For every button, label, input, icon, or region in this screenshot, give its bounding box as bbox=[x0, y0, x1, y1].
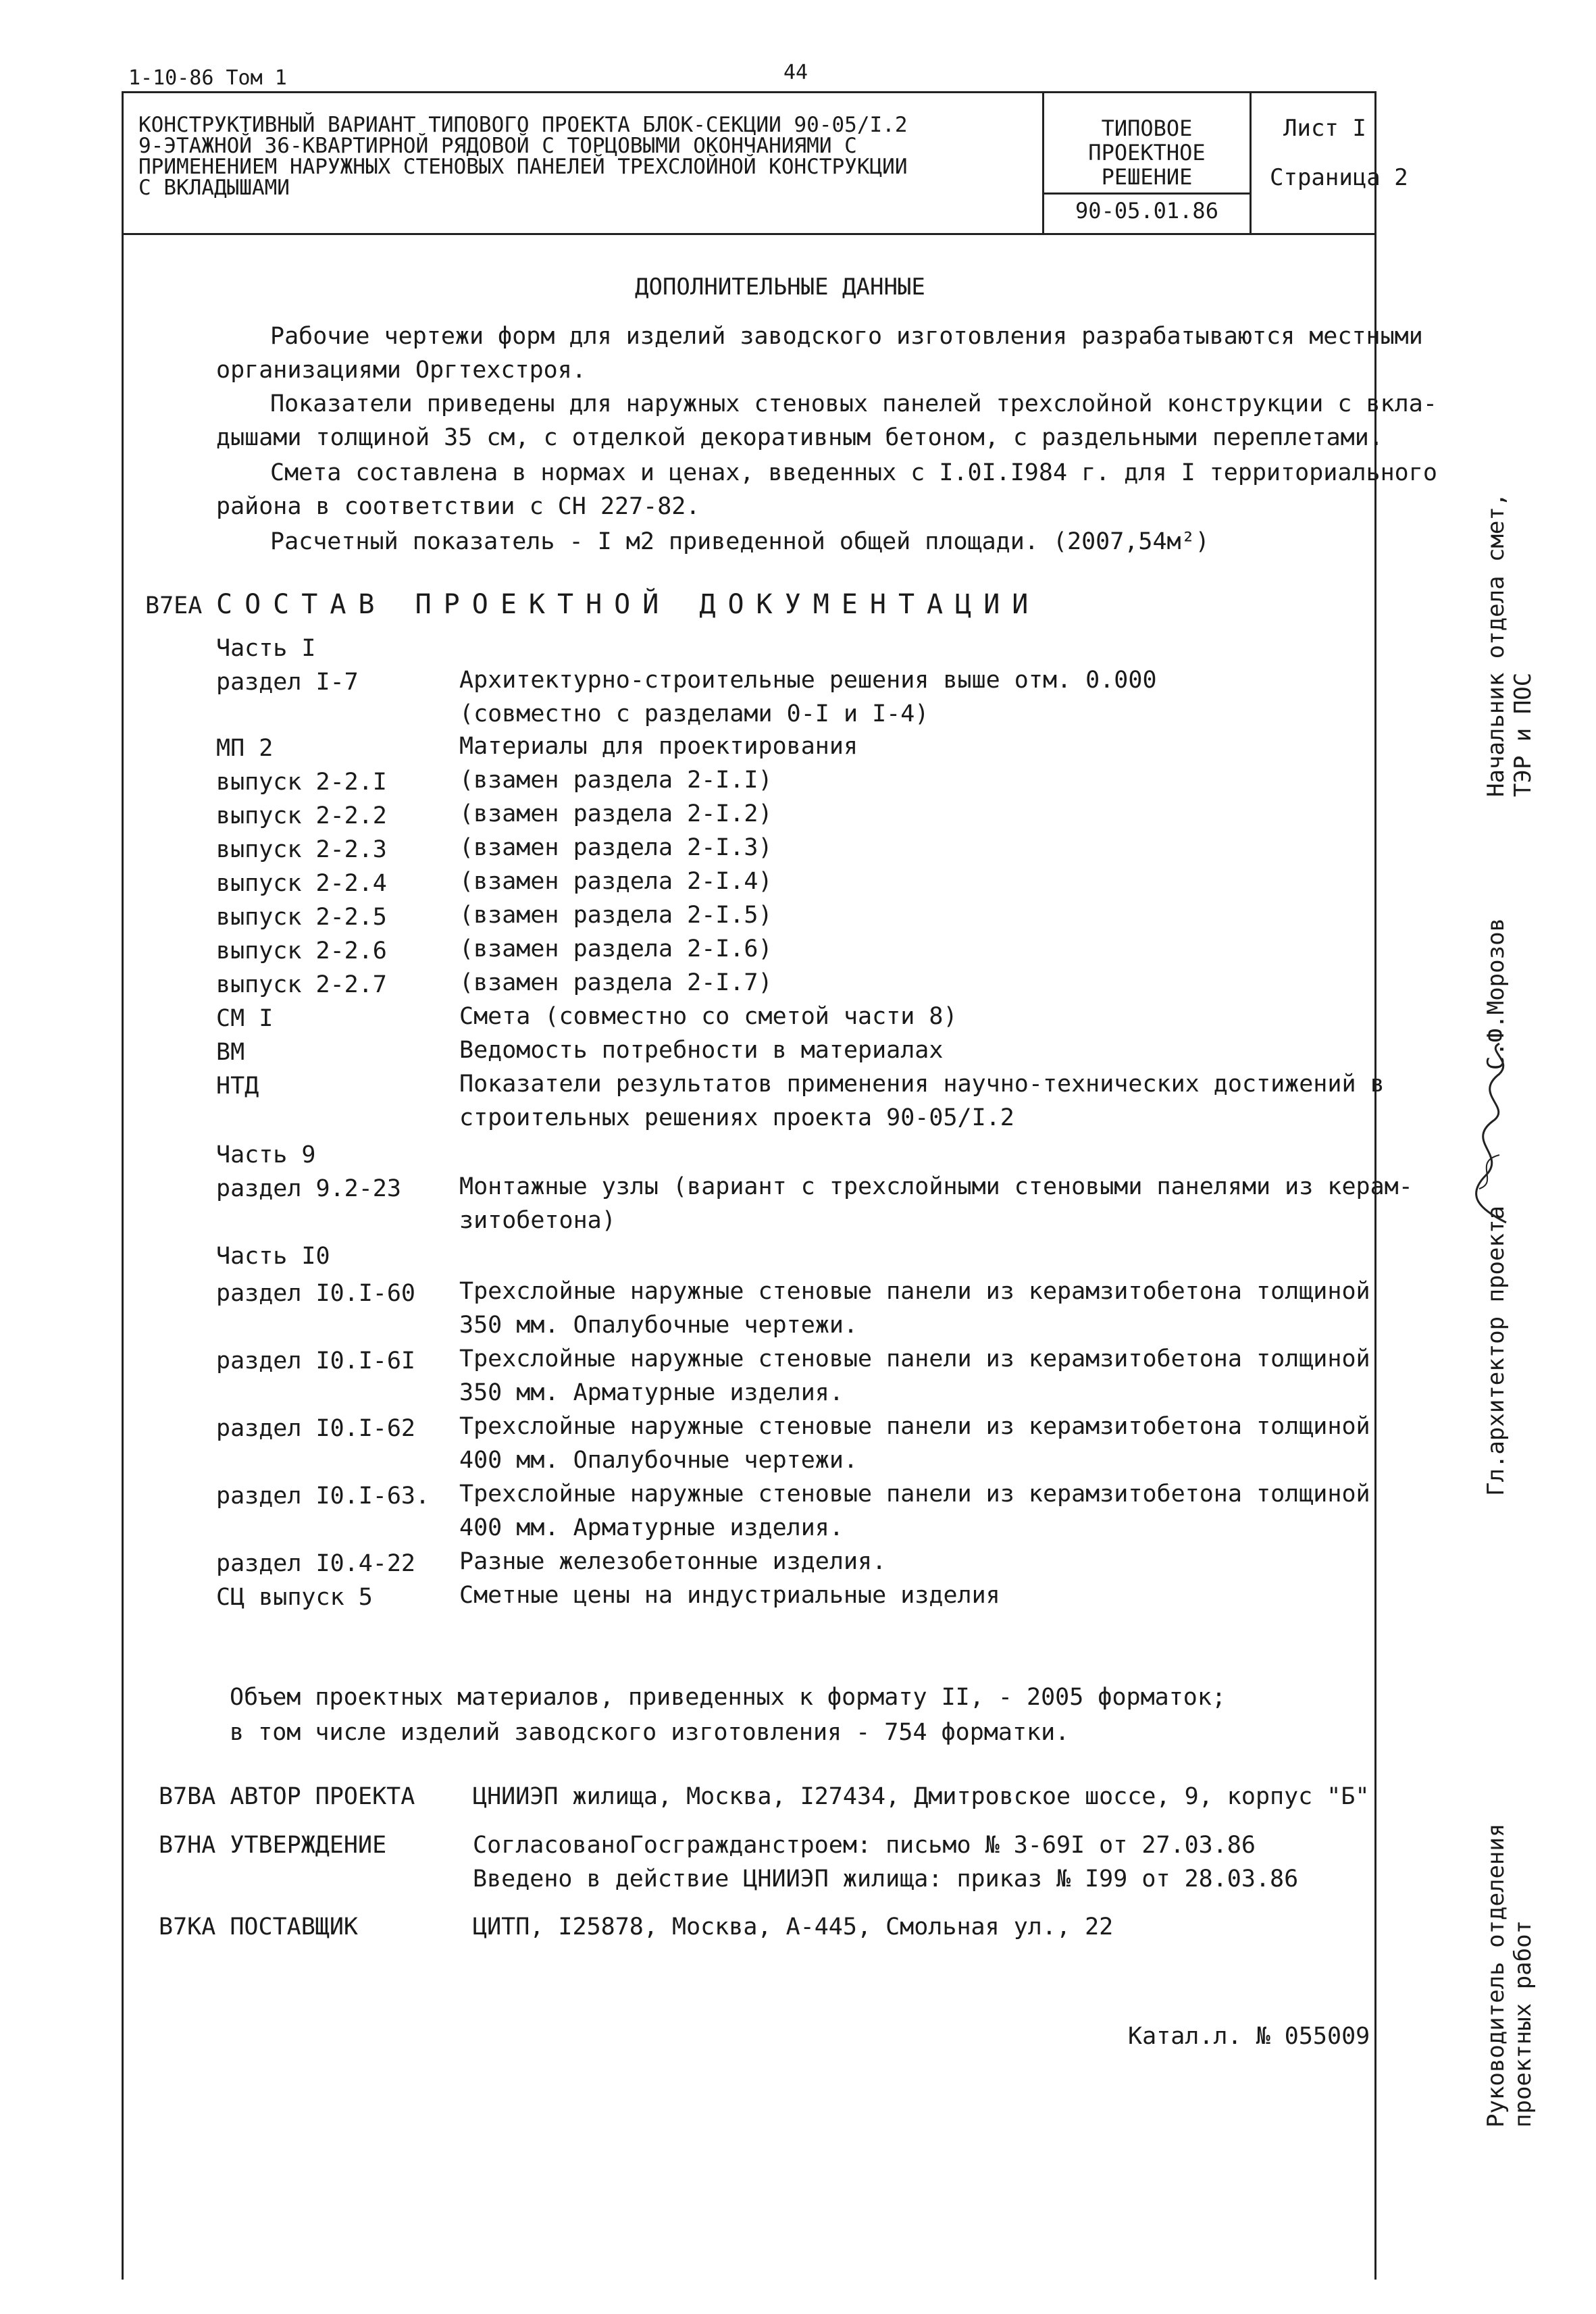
side-top-line: ТЭР и ПОС bbox=[1510, 672, 1537, 797]
item-desc: (взамен раздела 2-I.6) bbox=[459, 935, 773, 962]
side-top-label bbox=[1483, 493, 1537, 797]
item-desc-line: Трехслойные наружные стеновые панели из керамзитобетона толщиной bbox=[459, 1278, 1370, 1305]
item-desc: (взамен раздела 2-I.I) bbox=[459, 767, 773, 794]
item-desc-line: (совместно с разделами 0-I и I-4) bbox=[459, 700, 929, 727]
item-code: выпуск 2-2.7 bbox=[216, 971, 387, 998]
frame-left-line bbox=[122, 91, 124, 2280]
item-desc-line: зитобетона) bbox=[459, 1207, 616, 1234]
item-code: Часть I0 bbox=[216, 1243, 330, 1270]
author-code: В7ВА АВТОР ПРОЕКТА bbox=[159, 1783, 415, 1810]
item-desc-line: Трехслойные наружные стеновые панели из керамзитобетона толщиной bbox=[459, 1481, 1370, 1508]
volume-line: Объем проектных материалов, приведенных к формату II, - 2005 форматок; bbox=[230, 1684, 1227, 1711]
item-code: раздел I0.I-62 bbox=[216, 1415, 416, 1442]
item-code: Часть I bbox=[216, 635, 316, 662]
project-title bbox=[138, 115, 907, 199]
approval-line: СогласованоГосгражданстроем: письмо № 3-69I от 27.03.86 bbox=[473, 1832, 1256, 1859]
item-desc bbox=[459, 1170, 1413, 1237]
project-title-line: С ВКЛАДЫШАМИ bbox=[138, 176, 290, 200]
solution-code: 90-05.01.86 bbox=[1075, 198, 1218, 224]
additional-line: организациями Оргтехстроя. bbox=[216, 357, 586, 384]
item-code: ВМ bbox=[216, 1039, 245, 1066]
item-code: раздел I0.I-60 bbox=[216, 1280, 416, 1307]
item-code: СЦ выпуск 5 bbox=[216, 1584, 373, 1611]
item-code: выпуск 2-2.3 bbox=[216, 836, 387, 863]
supplier-value: ЦИТП, I25878, Москва, А-445, Смольная ул., 22 bbox=[473, 1913, 1114, 1940]
item-desc: Смета (совместно со сметой части 8) bbox=[459, 1003, 958, 1030]
item-desc-line: 400 мм. Опалубочные чертежи. bbox=[459, 1447, 858, 1474]
additional-line: Смета составлена в нормах и ценах, введенных с I.0I.I984 г. для I территориального bbox=[270, 459, 1437, 486]
item-code: СМ I bbox=[216, 1005, 274, 1032]
item-code: раздел 9.2-23 bbox=[216, 1175, 401, 1202]
frame-top-line bbox=[122, 91, 1374, 93]
side-middle-name: С.Ф.Морозов bbox=[1483, 917, 1510, 1071]
volume-line: в том числе изделий заводского изготовления - 754 форматки. bbox=[230, 1719, 1070, 1746]
item-desc bbox=[459, 1410, 1370, 1477]
signature bbox=[1452, 1040, 1533, 1229]
sheet-label: Лист I bbox=[1283, 115, 1366, 142]
solution-box bbox=[1044, 116, 1250, 189]
side-bottom-line: проектных работ bbox=[1510, 1920, 1537, 2128]
additional-title: ДОПОЛНИТЕЛЬНЫЕ ДАННЫЕ bbox=[635, 274, 925, 301]
composition-heading: СОСТАВ ПРОЕКТНОЙ ДОКУМЕНТАЦИИ bbox=[216, 589, 1041, 620]
item-code: НТД bbox=[216, 1073, 259, 1100]
additional-line: Рабочие чертежи форм для изделий заводского изготовления разрабатываются местными bbox=[270, 323, 1423, 350]
stamp-divider-2 bbox=[1250, 91, 1252, 233]
item-desc bbox=[459, 1275, 1370, 1342]
additional-line: дышами толщиной 35 см, с отделкой декоративным бетоном, с раздельными переплетами. bbox=[216, 424, 1383, 451]
additional-line: Расчетный показатель - I м2 приведенной общей площади. (2007,54м²) bbox=[270, 528, 1210, 555]
composition-code: В7ЕА bbox=[145, 592, 203, 619]
item-desc: Ведомость потребности в материалах bbox=[459, 1037, 944, 1064]
side-bottom-label bbox=[1483, 1824, 1537, 2128]
item-code: раздел I0.4-22 bbox=[216, 1550, 416, 1577]
item-desc-line: Показатели результатов применения научно-технических достижений в bbox=[459, 1071, 1385, 1098]
page-label: Страница 2 bbox=[1270, 164, 1408, 191]
page-number: 44 bbox=[783, 61, 808, 84]
project-title-line: 9-ЭТАЖНОЙ 36-КВАРТИРНОЙ РЯДОВОЙ С ТОРЦОВЫМИ ОКОНЧАНИЯМИ С bbox=[138, 134, 857, 158]
side-top-line: Начальник отдела смет, bbox=[1483, 492, 1510, 797]
item-desc: (взамен раздела 2-I.5) bbox=[459, 902, 773, 929]
catalog-number: Катал.л. № 055009 bbox=[1128, 2023, 1370, 2050]
approval-line: Введено в действие ЦНИИЭП жилища: приказ № I99 от 28.03.86 bbox=[473, 1866, 1299, 1893]
item-desc-line: 350 мм. Опалубочные чертежи. bbox=[459, 1312, 858, 1339]
item-code: раздел I0.I-63. bbox=[216, 1483, 430, 1510]
item-desc bbox=[459, 1342, 1370, 1410]
item-code: раздел I-7 bbox=[216, 669, 359, 696]
item-desc: Сметные цены на индустриальные изделия bbox=[459, 1582, 1000, 1609]
item-code: выпуск 2-2.I bbox=[216, 769, 387, 796]
item-desc-line: 400 мм. Арматурные изделия. bbox=[459, 1514, 844, 1541]
item-desc: (взамен раздела 2-I.4) bbox=[459, 868, 773, 895]
item-desc-line: Трехслойные наружные стеновые панели из керамзитобетона толщиной bbox=[459, 1345, 1370, 1372]
additional-line: района в соответствии с СН 227-82. bbox=[216, 493, 700, 520]
composition-list bbox=[216, 635, 1413, 1628]
project-title-line: КОНСТРУКТИВНЫЙ ВАРИАНТ ТИПОВОГО ПРОЕКТА БЛОК-СЕКЦИИ 90-05/I.2 bbox=[138, 113, 908, 137]
supplier-code: В7КА ПОСТАВЩИК bbox=[159, 1913, 359, 1940]
item-desc-line: Монтажные узлы (вариант с трехслойными стеновыми панелями из керам- bbox=[459, 1173, 1413, 1200]
item-desc: (взамен раздела 2-I.3) bbox=[459, 834, 773, 861]
item-desc: (взамен раздела 2-I.7) bbox=[459, 969, 773, 996]
additional-line: Показатели приведены для наружных стеновых панелей трехслойной конструкции с вкла- bbox=[270, 390, 1437, 417]
item-desc bbox=[459, 1067, 1385, 1135]
approval-code: В7НА УТВЕРЖДЕНИЕ bbox=[159, 1832, 387, 1859]
solution-divider bbox=[1044, 192, 1250, 195]
item-desc-line: 350 мм. Арматурные изделия. bbox=[459, 1379, 844, 1406]
solution-line: РЕШЕНИЕ bbox=[1101, 164, 1193, 190]
stamp-bottom-line bbox=[122, 233, 1374, 235]
item-desc: Материалы для проектирования bbox=[459, 733, 858, 760]
item-desc: (взамен раздела 2-I.2) bbox=[459, 800, 773, 827]
item-desc bbox=[459, 663, 1157, 731]
side-middle-role: Гл.архитектор проекта bbox=[1483, 1206, 1510, 1496]
item-desc-line: Архитектурно-строительные решения выше отм. 0.000 bbox=[459, 667, 1157, 694]
item-desc bbox=[459, 1477, 1370, 1545]
document-ref: 1-10-86 Том 1 bbox=[128, 66, 287, 90]
solution-line: ТИПОВОЕ bbox=[1101, 115, 1193, 141]
project-title-line: ПРИМЕНЕНИЕМ НАРУЖНЫХ СТЕНОВЫХ ПАНЕЛЕЙ ТРЕХСЛОЙНОЙ КОНСТРУКЦИИ bbox=[138, 155, 908, 179]
item-code: выпуск 2-2.4 bbox=[216, 870, 387, 897]
item-code: МП 2 bbox=[216, 735, 274, 762]
item-code: выпуск 2-2.6 bbox=[216, 937, 387, 965]
item-code: выпуск 2-2.2 bbox=[216, 802, 387, 829]
item-desc-line: Трехслойные наружные стеновые панели из керамзитобетона толщиной bbox=[459, 1413, 1370, 1440]
item-code: раздел I0.I-6I bbox=[216, 1347, 416, 1374]
side-bottom-line: Руководитель отделения bbox=[1483, 1823, 1510, 2128]
item-code: выпуск 2-2.5 bbox=[216, 904, 387, 931]
item-code: Часть 9 bbox=[216, 1141, 316, 1168]
item-desc: Разные железобетонные изделия. bbox=[459, 1548, 887, 1575]
item-desc-line: строительных решениях проекта 90-05/I.2 bbox=[459, 1104, 1014, 1131]
author-value: ЦНИИЭП жилища, Москва, I27434, Дмитровское шоссе, 9, корпус "Б" bbox=[473, 1783, 1370, 1810]
solution-line: ПРОЕКТНОЕ bbox=[1088, 140, 1206, 165]
